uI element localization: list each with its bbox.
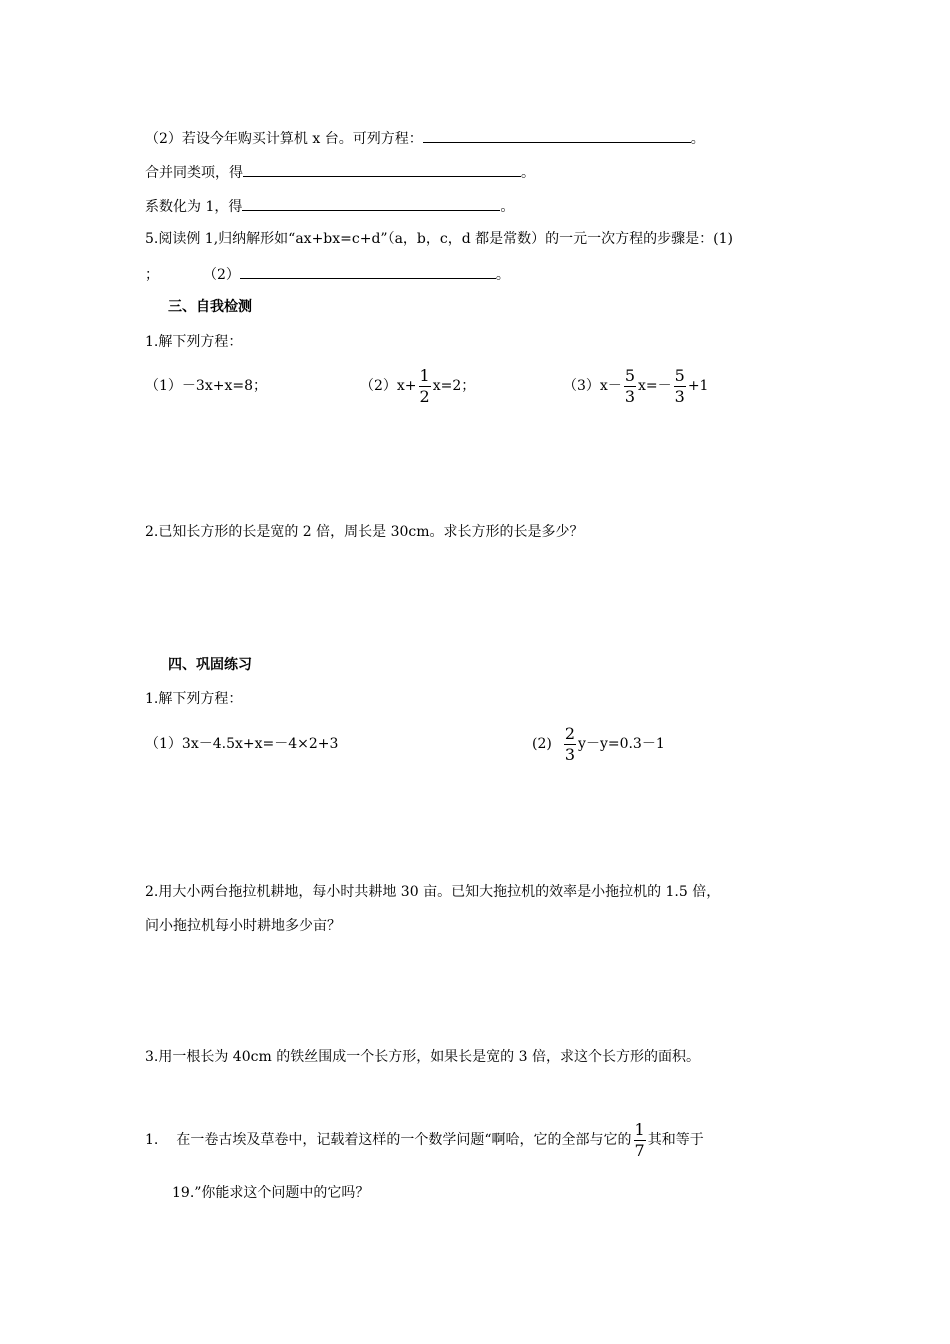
- prompt-coefficient: 系数化为 1，得: [145, 199, 243, 215]
- blank-equation[interactable]: [423, 128, 691, 143]
- self-test-eq2: （2）x+ $\frac{1}{2}$ x=2；: [360, 365, 476, 406]
- fraction-one-seventh: $\frac{1}{7}$: [634, 1119, 645, 1160]
- practice-q3: 3.用一根长为 40cm 的铁丝围成一个长方形，如果长是宽的 3 倍，求这个长方形的面积。: [145, 1049, 700, 1065]
- section-heading-practice: 四、巩固练习: [168, 657, 252, 673]
- fill-line-combine: 合并同类项，得 。: [145, 162, 535, 183]
- fill-line-coefficient: 系数化为 1，得 。: [145, 196, 514, 217]
- blank-coefficient[interactable]: [242, 196, 500, 211]
- self-test-q1: 1.解下列方程：: [145, 334, 243, 350]
- practice-q4-line2: 19.”你能求这个问题中的它吗？: [172, 1185, 370, 1201]
- fraction-five-thirds-rhs: $\frac{5}{3}$: [674, 365, 685, 406]
- section-heading-self-test: 三、自我检测: [168, 299, 252, 315]
- prompt-equation: （2）若设今年购买计算机 x 台。可列方程：: [145, 131, 423, 147]
- practice-eq2: (2) $\frac{2}{3}$ y－y=0.3－1: [532, 723, 665, 764]
- fill-line-equation: （2）若设今年购买计算机 x 台。可列方程： 。: [145, 128, 705, 149]
- fraction-five-thirds: $\frac{5}{3}$: [624, 365, 635, 406]
- practice-q1: 1.解下列方程：: [145, 691, 243, 707]
- blank-steps[interactable]: [240, 264, 496, 279]
- self-test-eq3: （3）x－ $\frac{5}{3}$ x=－ $\frac{5}{3}$ +1: [563, 365, 709, 406]
- practice-q4-line1: 1. 在一卷古埃及草卷中，记载着这样的一个数学问题“啊哈，它的全部与它的 $\frac{1}{7}$ 其和等于: [145, 1119, 704, 1160]
- practice-q2-line1: 2.用大小两台拖拉机耕地，每小时共耕地 30 亩。已知大拖拉机的效率是小拖拉机的 1.5 倍，: [145, 884, 721, 900]
- prompt-combine: 合并同类项，得: [145, 165, 243, 181]
- question-5: 5.阅读例 1,归纳解形如“ax+bx=c+d”（a，b，c，d 都是常数）的一元一次方程的步骤是：(1): [145, 231, 733, 247]
- fill-line-steps: ； （2） 。: [145, 264, 510, 285]
- blank-combine[interactable]: [243, 162, 521, 177]
- fraction-one-half: $\frac{1}{2}$: [419, 365, 430, 406]
- fraction-two-thirds: $\frac{2}{3}$: [564, 723, 576, 764]
- practice-eq1: （1）3x－4.5x+x=－4×2+3: [145, 736, 339, 752]
- practice-q2-line2: 问小拖拉机每小时耕地多少亩？: [145, 918, 341, 934]
- self-test-eq1: （1）－3x+x=8；: [145, 378, 267, 394]
- self-test-q2: 2.已知长方形的长是宽的 2 倍，周长是 30cm。求长方形的长是多少？: [145, 524, 584, 540]
